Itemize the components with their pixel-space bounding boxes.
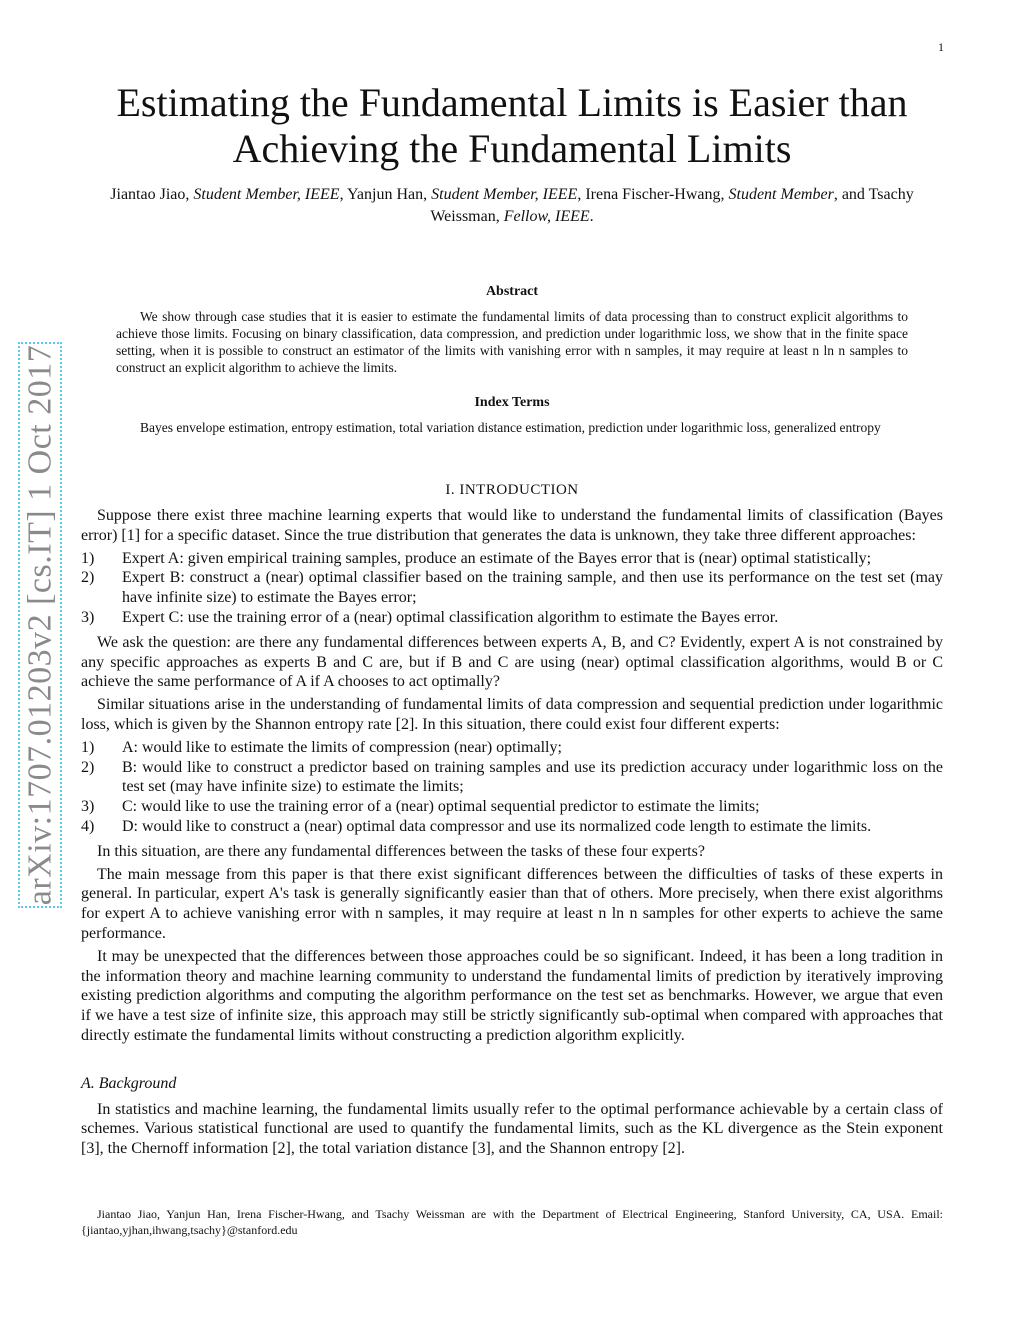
list-item-text: A: would like to estimate the limits of compression (near) optimally;	[122, 738, 562, 756]
list-item	[81, 549, 943, 569]
intro-paragraph-2: We ask the question: are there any fundamental differences between experts A, B, and C? Evidently, expert A is not constrained by any specific approaches as experts B and C are, but if B and C are using (near) optimal classification algorithms, would B or C achieve the same performance of A if A chooses to act optimally?	[81, 633, 943, 691]
author-1-role: Student Member, IEEE	[193, 186, 340, 203]
list-number: 1)	[81, 549, 95, 567]
index-terms-heading: Index Terms	[474, 395, 550, 410]
list-number: 1)	[81, 738, 95, 756]
abstract-heading: Abstract	[485, 284, 539, 299]
author-affiliation-footnote: Jiantao Jiao, Yanjun Han, Irena Fischer-Hwang, and Tsachy Weissman are with the Department of Electrical Engineering, Stanford University, CA, USA. Email: {jiantao,yjhan,ihwang,tsachy}@stanford.edu	[81, 1207, 943, 1237]
main-body	[81, 506, 943, 1162]
author-list-end: .	[589, 208, 594, 225]
author-2: , Yanjun Han,	[339, 186, 432, 203]
author-1: Jiantao Jiao,	[110, 186, 194, 203]
list-item	[81, 568, 943, 608]
list-item	[81, 758, 943, 798]
list-item	[81, 797, 943, 817]
intro-paragraph-3: Similar situations arise in the understanding of fundamental limits of data compression and sequential prediction under logarithmic loss, which is given by the Shannon entropy rate [2]. In this situation, there could exist four different experts:	[81, 696, 943, 733]
arxiv-stamp	[18, 342, 62, 908]
section-title: I. INTRODUCTION	[445, 482, 579, 498]
list-item-text: Expert B: construct a (near) optimal classifier based on the training sample, and then use its performance on the test set (may have infinite size) to estimate the Bayes error;	[122, 569, 943, 607]
author-2-role: Student Member, IEEE	[431, 186, 578, 203]
list-number: 2)	[81, 569, 95, 587]
paper-title: Estimating the Fundamental Limits is Easier than Achieving the Fundamental Limits	[116, 80, 908, 171]
list-item-text: C: would like to use the training error of a (near) optimal sequential predictor to estimate the limits;	[122, 798, 760, 816]
list-number: 4)	[81, 817, 95, 835]
author-4-role: Fellow, IEEE	[503, 208, 590, 225]
list-item	[81, 817, 943, 837]
list-item	[81, 608, 943, 628]
list-number: 3)	[81, 608, 95, 626]
list-item	[81, 738, 943, 758]
intro-paragraph-1: Suppose there exist three machine learning experts that would like to understand the fundamental limits of classification (Bayes error) [1] for a specific dataset. Since the true distribution that generates the data is unknown, they take three different approaches:	[81, 507, 943, 544]
background-paragraph-1: In statistics and machine learning, the fundamental limits usually refer to the optimal performance achievable by a certain class of schemes. Various statistical functional are used to quantify the fundamental limits, such as the KL divergence as the Stein exponent [3], the Chernoff information [2], the total variation distance [3], and the Shannon entropy [2].	[81, 1100, 943, 1158]
abstract-text: We show through case studies that it is easier to estimate the fundamental limits of data processing than to construct explicit algorithms to achieve those limits. Focusing on binary classification, data compression, and prediction under logarithmic loss, we show that in the finite space setting, when it is possible to construct an estimator of the limits with vanishing error with n samples, it may require at least n ln n samples to construct an explicit algorithm to achieve the limits.	[116, 309, 908, 375]
author-list	[80, 184, 944, 228]
intro-paragraph-6: It may be unexpected that the differences between those approaches could be so significant. Indeed, it has been a long tradition in the information theory and machine learning community to understand the fundamental limits of prediction by iteratively improving existing prediction algorithms and computing the algorithm performance on the test set as benchmarks. However, we argue that even if we have a test size of infinite size, this approach may still be strictly significantly sub-optimal when compared with approaches that directly estimate the fundamental limits without constructing a prediction algorithm explicitly.	[81, 947, 943, 1044]
list-item-text: D: would like to construct a (near) optimal data compressor and use its normalized code length to estimate the limits.	[122, 817, 872, 835]
intro-paragraph-4: In this situation, are there any fundamental differences between the tasks of these four experts?	[97, 842, 705, 860]
list-number: 3)	[81, 798, 95, 816]
list-item-text: Expert C: use the training error of a (near) optimal classification algorithm to estimate the Bayes error.	[122, 608, 779, 626]
subsection-heading: A. Background	[81, 1074, 177, 1092]
author-4: , and Tsachy Weissman,	[430, 186, 914, 225]
page-number: 1	[938, 40, 944, 54]
list-number: 2)	[81, 758, 95, 776]
expert-list-classification	[81, 549, 943, 628]
expert-list-compression	[81, 738, 943, 837]
author-3-role: Student Member	[728, 186, 834, 203]
intro-paragraph-5: The main message from this paper is that there exist significant differences between the difficulties of tasks of these experts in general. In particular, expert A's task is generally significantly easier than that of others. More precisely, when there exist algorithms for expert A to achieve vanishing error with n samples, it may require at least n ln n samples for other experts to achieve the same performance.	[81, 865, 943, 942]
author-3: , Irena Fischer-Hwang,	[577, 186, 729, 203]
index-terms-text: Bayes envelope estimation, entropy estimation, total variation distance estimation, prediction under logarithmic loss, generalized entropy	[140, 420, 881, 435]
arxiv-identifier: arXiv:1707.01203v2 [cs.IT] 1 Oct 2017	[21, 344, 59, 906]
list-item-text: Expert A: given empirical training samples, produce an estimate of the Bayes error that is (near) optimal statistically;	[122, 549, 872, 567]
list-item-text: B: would like to construct a predictor based on training samples and use its prediction accuracy under logarithmic loss on the test set (may have infinite size) to estimate the limits;	[122, 758, 943, 796]
